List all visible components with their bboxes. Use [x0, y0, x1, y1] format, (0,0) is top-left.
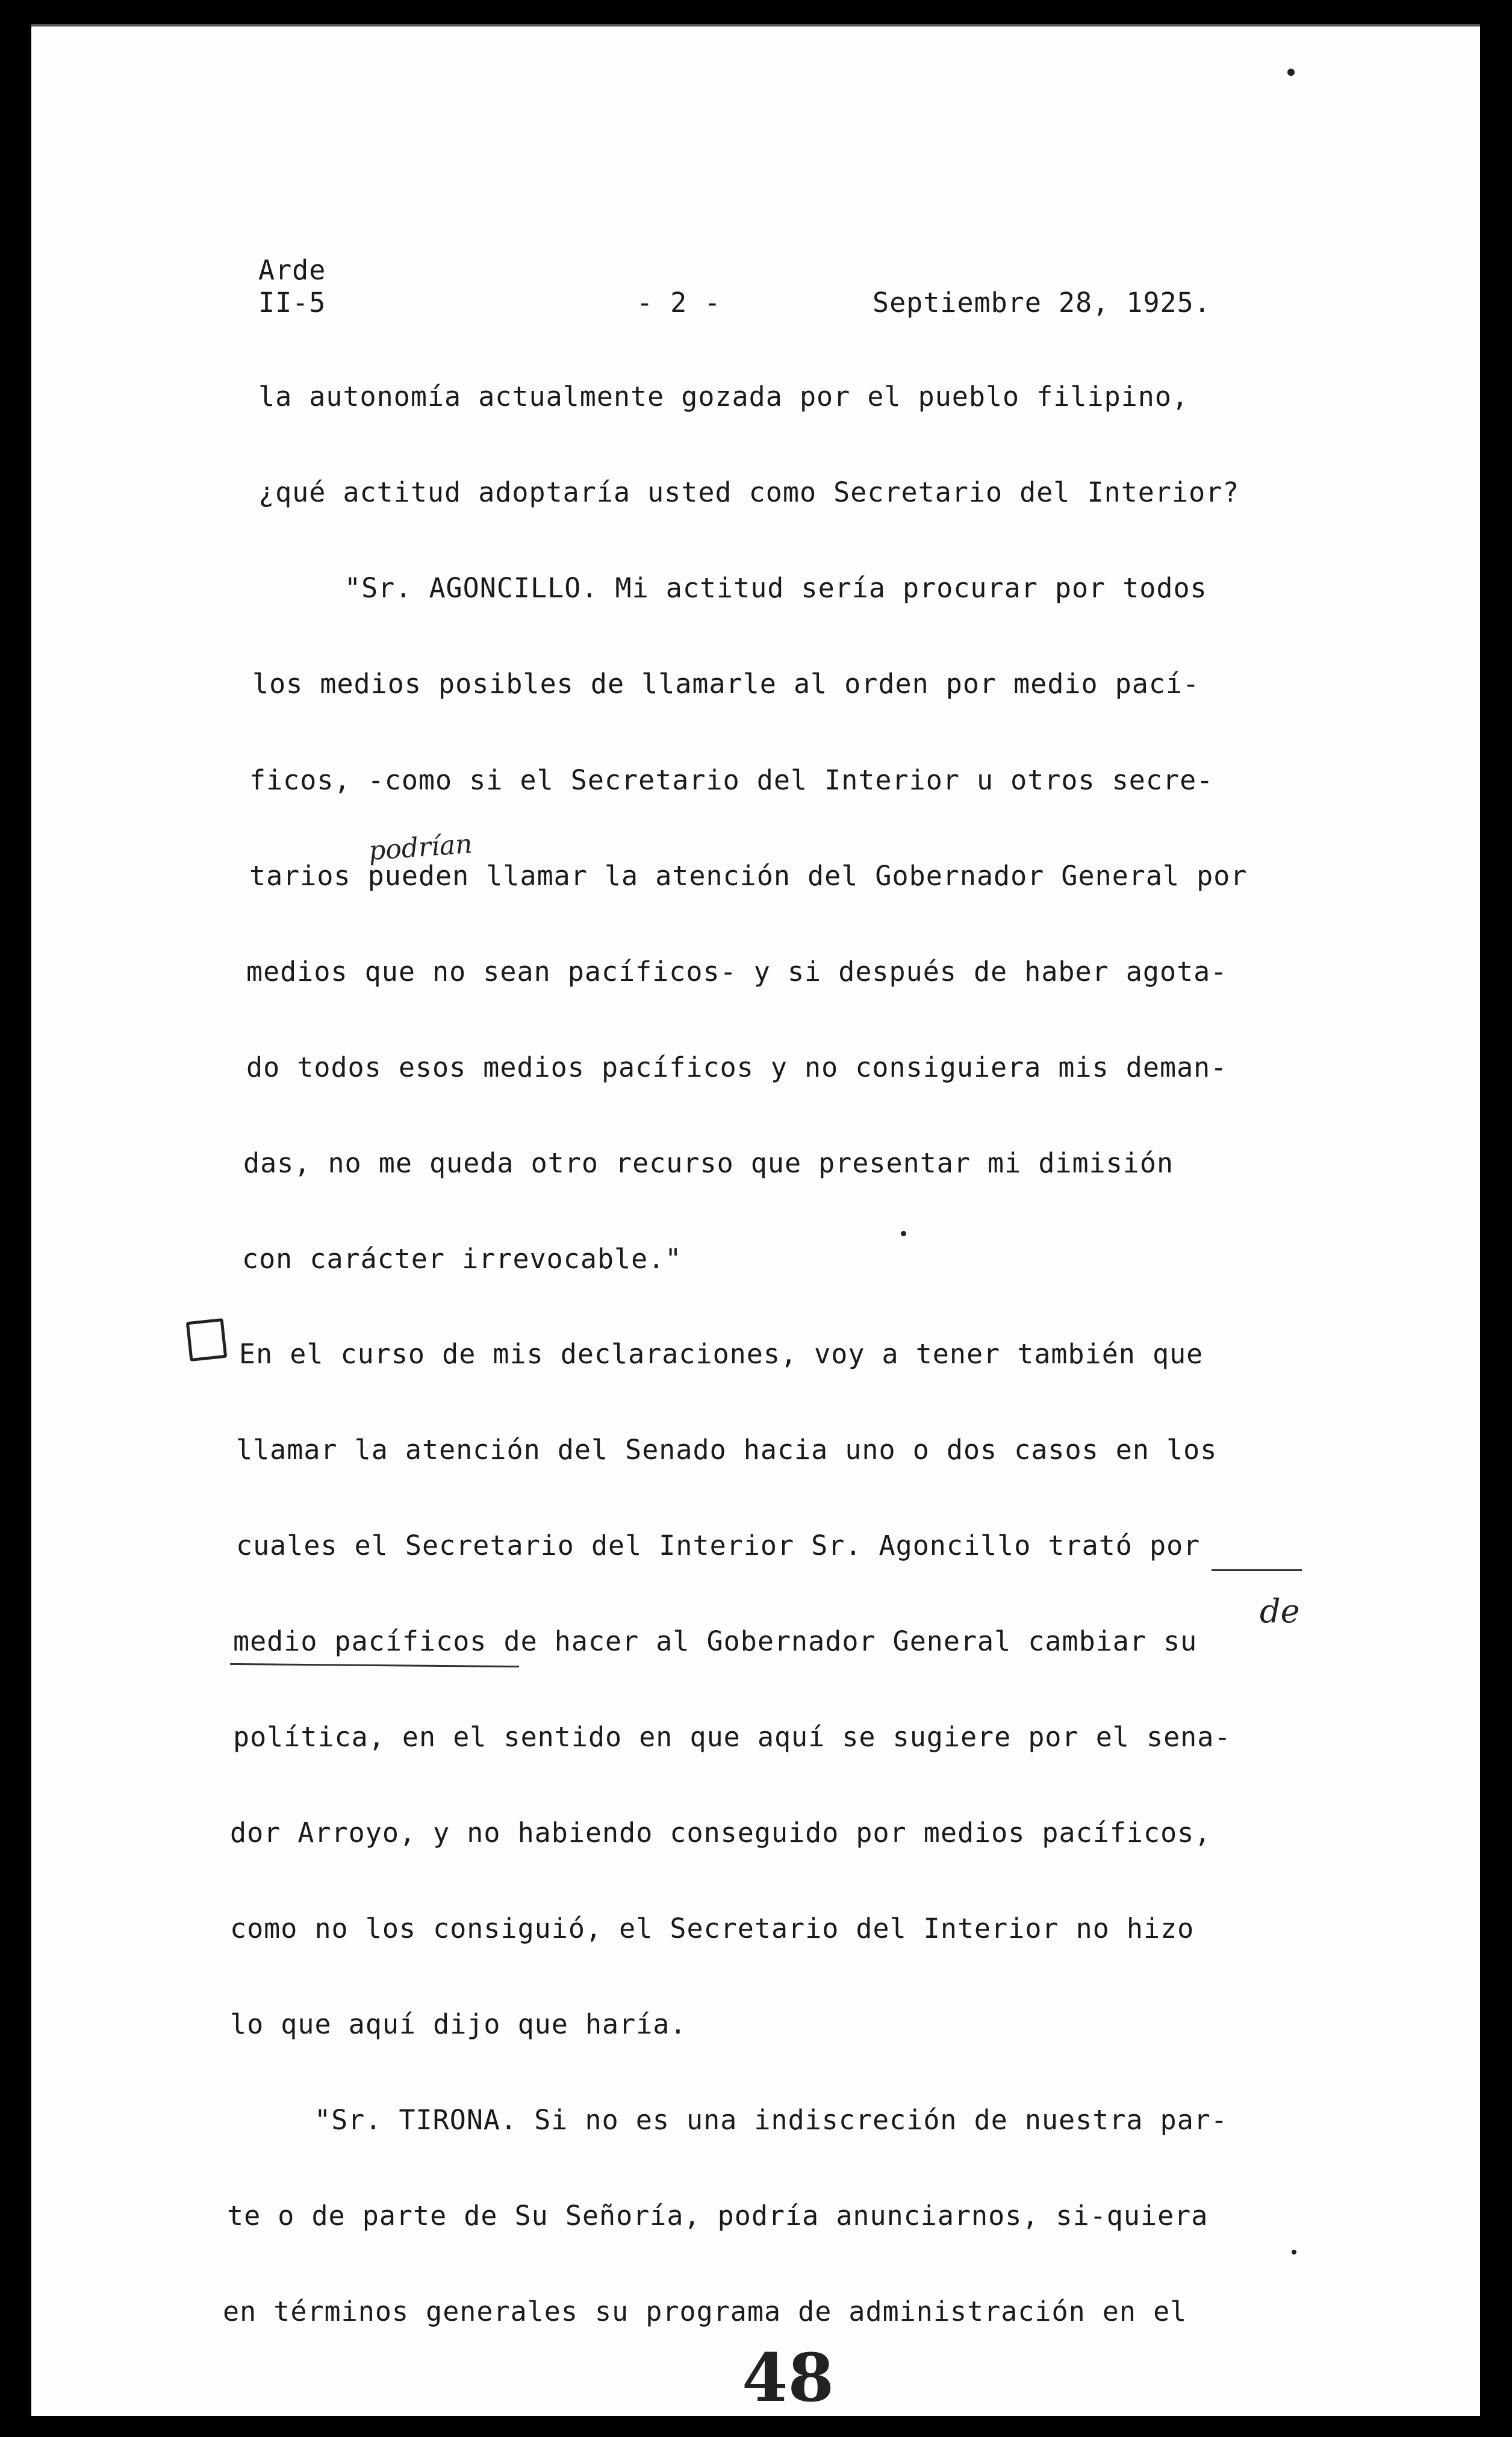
- text-line: los medios posibles de llamarle al orden por medio pací-: [252, 668, 1200, 700]
- handwritten-de: de: [1260, 1592, 1300, 1630]
- text-line: En el curso de mis declaraciones, voy a tener también que: [239, 1338, 1204, 1370]
- header-code: II-5: [258, 287, 326, 319]
- header-date: Septiembre 28, 1925.: [873, 287, 1211, 319]
- header-author: Arde: [258, 254, 326, 286]
- text-line: ficos, -como si el Secretario del Interior u otros secre-: [249, 764, 1214, 796]
- document-page: [31, 24, 1480, 2416]
- handwritten-podrian: podrían: [367, 829, 474, 867]
- text-line: llamar la atención del Senado hacia uno o dos casos en los: [236, 1434, 1218, 1466]
- text-line: dor Arroyo, y no habiendo conseguido por medios pacíficos,: [230, 1817, 1212, 1849]
- stray-mark: [1292, 2250, 1296, 2255]
- stray-mark: [1287, 69, 1295, 76]
- text-line: "Sr. AGONCILLO. Mi actitud sería procurar por todos: [344, 572, 1207, 604]
- checkbox-mark: [186, 1318, 228, 1362]
- text-line: política, en el sentido en que aquí se sugiere por el sena-: [233, 1721, 1231, 1753]
- text-line: cuales el Secretario del Interior Sr. Agoncillo trató por: [236, 1530, 1201, 1561]
- text-line: con carácter irrevocable.": [242, 1243, 682, 1275]
- text-line: te o de parte de Su Señoría, podría anunciarnos, si-quiera: [227, 2200, 1209, 2232]
- text-line: "Sr. TIRONA. Si no es una indiscreción de nuestra par-: [314, 2104, 1228, 2136]
- text-line: medios que no sean pacíficos- y si después de haber agota-: [246, 956, 1228, 988]
- text-line: en términos generales su programa de administración en el: [223, 2295, 1187, 2327]
- handwritten-underline: [230, 1663, 519, 1667]
- text-line: medio pacíficos de hacer al Gobernador General cambiar su: [233, 1625, 1198, 1657]
- text-line: la autonomía actualmente gozada por el pueblo filipino,: [258, 381, 1189, 412]
- handwritten-underline: [1212, 1569, 1302, 1571]
- text-line: como no los consiguió, el Secretario del Interior no hizo: [230, 1913, 1195, 1944]
- text-line: do todos esos medios pacíficos y no consiguiera mis deman-: [246, 1051, 1228, 1083]
- text-line: das, no me queda otro recurso que presentar mi dimisión: [243, 1147, 1174, 1179]
- header-page-marker: - 2 -: [636, 287, 721, 319]
- text-line: tarios pueden llamar la atención del Gobernador General por: [249, 860, 1248, 892]
- stray-mark: [901, 1231, 906, 1236]
- text-line: lo que aquí dijo que haría.: [230, 2008, 687, 2040]
- handwritten-page-number: 48: [742, 2339, 835, 2417]
- text-line: ¿qué actitud adoptaría usted como Secretario del Interior?: [258, 476, 1240, 508]
